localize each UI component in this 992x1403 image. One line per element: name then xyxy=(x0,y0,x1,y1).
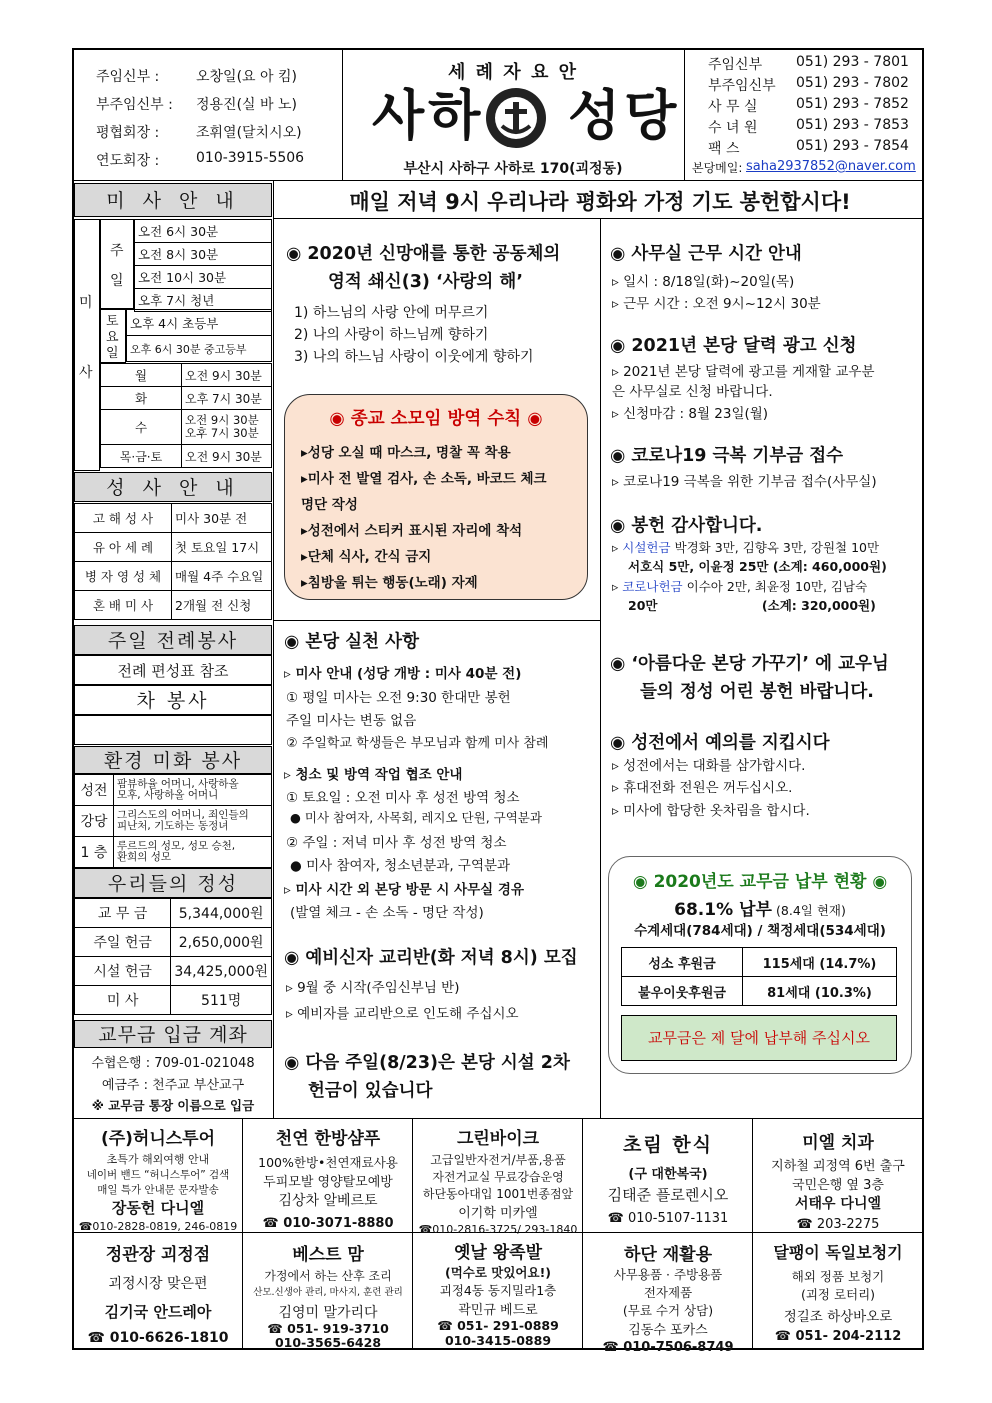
offering-name: 주일 헌금 xyxy=(75,928,171,957)
ad-name: 김동수 포카스 xyxy=(628,1323,708,1338)
thanks-label: 코로나헌금 xyxy=(622,579,683,594)
practice-line: ② 주일 : 저녁 미사 후 성전 방역 청소 xyxy=(286,835,507,851)
ad-card xyxy=(74,1124,242,1233)
phone-number: 051) 293 - 7801 xyxy=(796,54,909,70)
banner-divider xyxy=(274,218,924,219)
env-groups: 팜뷰하율 어머니, 사랑하올 모후, 사랑하올 어머니 xyxy=(114,775,272,806)
sidebar-divider xyxy=(273,180,274,1118)
phone-label: 팩 스 xyxy=(708,141,740,157)
etiquette-line: ▹ 미사에 합당한 옷차림을 합시다. xyxy=(612,803,810,819)
saturday-label: 요 xyxy=(106,330,119,345)
ad-line: 고급일반자전거/부품,용품 xyxy=(430,1153,566,1167)
practice-line: ▹ 청소 및 방역 작업 협조 안내 xyxy=(284,767,463,783)
column-divider xyxy=(600,218,601,1118)
next-sunday-title: 헌금이 있습니다 xyxy=(308,1081,433,1101)
ad-phone: ☎ 010-5107-1131 xyxy=(607,1211,729,1226)
sunday-label: 일 xyxy=(110,273,124,289)
sacrament-name: 고 해 성 사 xyxy=(75,504,172,533)
banner: 매일 저녁 9시 우리나라 평화와 가정 기도 봉헌합시다! xyxy=(349,190,851,214)
dues-row-name: 성소 후원금 xyxy=(622,948,743,977)
office-title: ◉ 사무실 근무 시간 안내 xyxy=(610,244,802,264)
weekday-time: 오전 9시 30분 xyxy=(182,364,272,387)
ad-phone: ☎010-2816-3725/ 293-1840 xyxy=(418,1223,578,1236)
phone-number: 051) 293 - 7854 xyxy=(796,138,909,154)
thanks-line: ▹ 코로나헌금 이수아 2만, 최윤정 10만, 김남숙 xyxy=(612,579,868,594)
etiquette-line: ▹ 성전에서는 대화를 삼가합시다. xyxy=(612,758,806,774)
ad-name: 김상차 알베르토 xyxy=(278,1193,378,1209)
ad-title: 베스트 맘 xyxy=(292,1245,364,1265)
staff-name: 010-3915-5506 xyxy=(196,150,305,166)
sunday-mass-time: 오전 10시 30분 xyxy=(135,266,272,289)
ad-line: 초특가 해외여행 안내 xyxy=(106,1153,210,1166)
ads-vline xyxy=(752,1118,753,1350)
ad-line: (먹수로 맛있어요!) xyxy=(444,1265,551,1280)
sunday-label: 주 xyxy=(110,243,124,259)
ad-name: 장동헌 다니엘 xyxy=(111,1199,205,1217)
staff-name: 정용진(실 바 노) xyxy=(196,97,297,113)
thanks-title: ◉ 봉헌 감사합니다. xyxy=(610,516,763,536)
ad-title: (주)허니스투어 xyxy=(100,1129,216,1149)
ad-line: 하단동아대입 1001번종점앞 xyxy=(422,1187,574,1201)
env-place: 강당 xyxy=(75,806,114,837)
ad-line: 국민은행 옆 3층 xyxy=(792,1178,884,1193)
sacrament-value: 매월 4주 수요일 xyxy=(172,562,272,591)
offering-value: 5,344,000원 xyxy=(171,899,272,928)
middle-divider xyxy=(274,620,600,621)
calendar-line: 은 사무실로 신청 바랍니다. xyxy=(612,384,773,400)
ad-card xyxy=(414,1238,582,1348)
offering-title: 우리들의 정성 xyxy=(74,868,272,898)
ad-line: 가정에서 하는 산후 조리 xyxy=(264,1269,392,1283)
calendar-title: ◉ 2021년 본당 달력 광고 신청 xyxy=(610,336,857,356)
practice-line: ▹ 미사 시간 외 본당 방문 시 사무실 경유 xyxy=(284,882,524,898)
ad-title: 달팽이 독일보청기 xyxy=(773,1243,903,1262)
header-divider xyxy=(72,180,924,181)
church-name-right: 성당 xyxy=(568,84,681,147)
ad-name: 김태준 플로렌시오 xyxy=(607,1186,729,1204)
phone-label: 수 녀 원 xyxy=(708,120,758,136)
sacrament-value: 2개월 전 신청 xyxy=(172,591,272,620)
tea-empty xyxy=(74,715,272,745)
ad-card xyxy=(754,1128,922,1232)
covid-rule: ▸성당 오실 때 마스크, 명찰 꼭 착용 xyxy=(301,445,511,461)
tea-title: 차 봉사 xyxy=(74,685,272,715)
mass-label: 사 xyxy=(79,365,93,381)
ad-card xyxy=(244,1124,412,1231)
saturday-mass-time: 오후 4시 초등부 xyxy=(127,310,272,336)
thanks-line: ▹ 시설헌금 박경화 3만, 김향옥 3만, 강원철 10만 xyxy=(612,540,880,555)
ad-name: 김영미 말가리다 xyxy=(278,1305,378,1321)
renewal-item: 2) 나의 사랑이 하느님께 향하기 xyxy=(294,327,489,343)
office-line: ▹ 일시 : 8/18일(화)~20일(목) xyxy=(612,274,795,290)
ad-title: 하단 재활용 xyxy=(623,1245,713,1265)
sacrament-value: 첫 토요일 17시 xyxy=(172,533,272,562)
beautiful-title: 들의 정성 어린 봉헌 바랍니다. xyxy=(640,682,874,702)
weekday: 수 xyxy=(101,410,182,445)
renewal-title: ◉ 2020년 신망애를 통한 공동체의 xyxy=(286,244,561,264)
ad-card xyxy=(74,1240,242,1346)
ad-title: 천연 한방샴푸 xyxy=(275,1129,381,1149)
saturday-label: 토 xyxy=(106,314,119,329)
office-line: ▹ 근무 시간 : 오전 9시~12시 30분 xyxy=(612,296,821,312)
saturday-label: 일 xyxy=(106,346,119,361)
ads-vline xyxy=(582,1118,583,1350)
account-title: 교무금 입금 계좌 xyxy=(74,1020,272,1048)
ad-phone: ☎ 010-6626-1810 xyxy=(87,1330,229,1346)
ad-card xyxy=(754,1240,922,1344)
ad-card xyxy=(414,1124,582,1236)
ad-name: 김기국 안드레아 xyxy=(104,1303,212,1321)
ad-phone: ☎ 010-7506-8749 xyxy=(602,1340,734,1355)
offering-value: 34,425,000원 xyxy=(171,957,272,986)
covid-rule: ▸침방울 튀는 행동(노래) 자제 xyxy=(301,575,478,591)
weekday: 화 xyxy=(101,387,182,410)
staff-role: 연도회장 : xyxy=(96,153,160,169)
staff-name: 조휘열(달치시오) xyxy=(196,125,302,141)
account-line: 수협은행 : 709-01-021048 xyxy=(91,1056,255,1071)
staff-role: 평협회장 : xyxy=(96,125,160,141)
sacrament-table xyxy=(74,503,272,620)
staff-name: 오창일(요 아 킴) xyxy=(196,69,297,85)
covid-rule: ▸성전에서 스티커 표시된 자리에 착석 xyxy=(301,523,523,539)
liturgy-title: 주일 전례봉사 xyxy=(74,625,272,655)
offering-name: 미 사 xyxy=(75,986,171,1015)
dues-row-name: 불우이웃후원금 xyxy=(622,977,743,1006)
offering-name: 교 무 금 xyxy=(75,899,171,928)
dues-row-value: 115세대 (14.7%) xyxy=(743,948,897,977)
ad-line: 네이버 밴드 “허니스투어” 검색 xyxy=(86,1169,230,1181)
ad-title: 초림 한식 xyxy=(622,1134,714,1156)
ad-line: 두피모발 영양탈모예방 xyxy=(263,1175,393,1190)
covid-rule: ▸미사 전 발열 검사, 손 소독, 바코드 체크 xyxy=(301,471,547,487)
catechumen-title: ◉ 예비신자 교리반(화 저녁 8시) 모집 xyxy=(284,948,578,968)
practice-line: ● 미사 참여자, 사목회, 레지오 단원, 구역분과 xyxy=(290,810,542,825)
calendar-line: ▹ 신청마감 : 8월 23일(월) xyxy=(612,406,769,422)
practice-line: ● 미사 참여자, 청소년분과, 구역분과 xyxy=(290,858,511,874)
sacrament-name: 유 아 세 례 xyxy=(75,533,172,562)
thanks-text: 이수아 2만, 최윤정 10만, 김남숙 xyxy=(682,579,868,594)
practice-line: (발열 체크 - 손 소독 - 명단 작성) xyxy=(290,905,484,921)
ad-name: 곽민규 베드로 xyxy=(458,1303,538,1318)
calendar-line: ▹ 2021년 본당 달력에 광고를 게재할 교우분 xyxy=(612,364,875,380)
weekday-time: 오전 9시 30분 오후 7시 30분 xyxy=(182,410,272,445)
ad-title: 정관장 괴정점 xyxy=(105,1245,211,1265)
ad-line: (무료 수거 상담) xyxy=(622,1303,714,1318)
dues-notice: 교무금은 제 달에 납부해 주십시오 xyxy=(621,1015,897,1061)
dues-rate: 68.1% 납부 xyxy=(674,900,772,920)
practice-title: ◉ 본당 실천 사항 xyxy=(284,632,419,652)
ad-line: (구 대한복국) xyxy=(628,1167,708,1182)
ad-line: 해외 정품 보청기 xyxy=(791,1269,885,1284)
offering-name: 시설 헌금 xyxy=(75,957,171,986)
sunday-mass-time: 오후 7시 청년 xyxy=(135,289,272,312)
dues-title: ◉ 2020년도 교무금 납부 현황 ◉ xyxy=(632,872,888,892)
ads-vline xyxy=(412,1118,413,1350)
dues-date: (8.4일 현재) xyxy=(776,903,846,918)
ad-line: 괴정4동 동지밀라1층 xyxy=(439,1283,557,1298)
weekday: 목·금·토 xyxy=(101,445,182,468)
ad-card xyxy=(584,1130,752,1226)
sacrament-name: 병 자 영 성 체 xyxy=(75,562,172,591)
sacrament-name: 혼 배 미 사 xyxy=(75,591,172,620)
ad-line: 사무용품 · 주방용품 xyxy=(613,1267,723,1282)
catechumen-line: ▹ 9월 중 시작(주임신부님 반) xyxy=(286,980,460,996)
thanks-label: 시설헌금 xyxy=(622,540,671,555)
sacrament-value: 미사 30분 전 xyxy=(172,504,272,533)
church-logo xyxy=(484,86,548,150)
covid-rule: ▸단체 식사, 간식 금지 xyxy=(301,549,432,565)
ad-title: 옛날 왕족발 xyxy=(453,1243,543,1263)
church-address: 부산시 사하구 사하로 170(괴정동) xyxy=(403,161,623,177)
ad-phone: ☎ 051- 919-3710 010-3565-6428 xyxy=(267,1321,389,1350)
ad-name: 서태우 다니엘 xyxy=(794,1196,882,1212)
etiquette-title: ◉ 성전에서 예의를 지킵시다 xyxy=(610,733,830,753)
sunday-mass-time: 오전 8시 30분 xyxy=(135,243,272,266)
ad-line: 지하철 괴정역 6번 출구 xyxy=(771,1159,905,1174)
patron-saint: 세 례 자 요 안 xyxy=(447,62,578,83)
ad-phone: ☎ 051- 204-2112 xyxy=(774,1329,902,1344)
ad-line: 전자제품 xyxy=(643,1285,693,1300)
ads-divider xyxy=(72,1118,924,1119)
weekday: 월 xyxy=(101,364,182,387)
ad-phone: ☎ 203-2275 xyxy=(796,1217,880,1232)
ad-line: 자전거교실 무료강습운영 xyxy=(432,1170,564,1184)
beautiful-title: ◉ ‘아름다운 본당 가꾸기’ 에 교우님 xyxy=(610,654,889,674)
phone-label: 사 무 실 xyxy=(708,99,758,115)
email-link[interactable]: saha2937852@naver.com xyxy=(746,159,916,174)
renewal-title: 영적 쇄신(3) ‘사랑의 해’ xyxy=(328,272,523,292)
thanks-text: 서호식 5만, 이윤정 25만 (소계: 460,000원) xyxy=(628,559,887,574)
thanks-text: 20만 (소계: 320,000원) xyxy=(628,598,876,613)
church-name-left: 사하 xyxy=(372,84,485,147)
env-groups: 루르드의 성모, 성모 승천, 환희의 성모 xyxy=(114,837,272,868)
ad-line: 100%한방•천연재료사용 xyxy=(258,1155,398,1170)
staff-role: 부주임신부 : xyxy=(96,97,173,113)
dues-households: 수계세대(784세대) / 책정세대(534세대) xyxy=(634,923,886,939)
ad-name: 이기학 미카엘 xyxy=(458,1206,538,1221)
ad-line: 산모.신생아 관리, 마사지, 훈련 관리 xyxy=(253,1287,403,1298)
etiquette-line: ▹ 휴대전화 전원은 꺼두십시오. xyxy=(612,780,793,796)
thanks-text: 박경화 3만, 김향옥 3만, 강원철 10만 xyxy=(670,540,880,555)
ad-line: (괴정 로터리) xyxy=(800,1287,876,1302)
phone-number: 051) 293 - 7802 xyxy=(796,75,909,91)
account-note: ※ 교무금 통장 이름으로 입금 xyxy=(91,1098,255,1113)
covid-rules-title: ◉ 종교 소모임 방역 수칙 ◉ xyxy=(329,409,543,429)
ad-line: 괴정시장 맞은편 xyxy=(108,1276,208,1292)
practice-line: ② 주일학교 학생들은 부모님과 함께 미사 참례 xyxy=(286,736,549,751)
sacrament-title: 성 사 안 내 xyxy=(74,472,272,502)
practice-line: ① 평일 미사는 오전 9:30 한대만 봉헌 xyxy=(286,690,511,706)
weekday-time: 오후 7시 30분 xyxy=(182,387,272,410)
ads-vline xyxy=(242,1118,243,1350)
dues-row-value: 81세대 (10.3%) xyxy=(743,977,897,1006)
phone-label: 부주임신부 xyxy=(708,78,776,94)
phone-number: 051) 293 - 7852 xyxy=(796,96,909,112)
ad-line: 매일 특가 안내문 문자발송 xyxy=(97,1184,219,1196)
ad-phone: ☎ 010-3071-8880 xyxy=(262,1216,394,1231)
env-place: 1 층 xyxy=(75,837,114,868)
donation-title: ◉ 코로나19 극복 기부금 접수 xyxy=(610,446,844,466)
dues-box xyxy=(608,856,912,1074)
env-groups: 그리스도의 어머니, 죄인들의 피난처, 기도하는 동정녀 xyxy=(114,806,272,837)
ad-name: 정길조 하상바오로 xyxy=(783,1309,893,1325)
donation-line: ▹ 코로나19 극복을 위한 기부금 접수(사무실) xyxy=(612,474,877,490)
ad-phone: ☎ 051- 291-0889 010-3415-0889 xyxy=(437,1318,559,1348)
env-title: 환경 미화 봉사 xyxy=(74,746,272,774)
covid-rules-box xyxy=(284,394,588,600)
dues-rate-line xyxy=(609,895,911,920)
ad-card xyxy=(244,1240,412,1350)
practice-line: ▹ 미사 안내 (성당 개방 : 미사 40분 전) xyxy=(284,666,522,682)
account-line: 예금주 : 천주교 부산교구 xyxy=(101,1078,245,1093)
renewal-item: 1) 하느님의 사랑 안에 머무르기 xyxy=(294,305,489,321)
practice-line: ① 토요일 : 오전 미사 후 성전 방역 청소 xyxy=(286,790,520,806)
phone-number: 051) 293 - 7853 xyxy=(796,117,909,133)
practice-line: 주일 미사는 변동 없음 xyxy=(286,713,417,729)
covid-rule: 명단 작성 xyxy=(301,497,358,513)
mass-label-cell xyxy=(74,219,100,471)
offering-value: 511명 xyxy=(171,986,272,1015)
staff-role: 주임신부 : xyxy=(96,69,160,85)
mass-guide-title: 미 사 안 내 xyxy=(74,183,272,217)
saturday-mass-time: 오후 6시 30분 중고등부 xyxy=(127,336,272,362)
offering-value: 2,650,000원 xyxy=(171,928,272,957)
weekday-time: 오전 9시 30분 xyxy=(182,445,272,468)
ad-title: 미엘 치과 xyxy=(802,1133,874,1153)
renewal-item: 3) 나의 하느님 사랑이 이웃에게 향하기 xyxy=(294,349,534,365)
ad-phone: ☎010-2828-0819, 246-0819 xyxy=(78,1220,238,1233)
catechumen-line: ▹ 예비자를 교리반으로 인도해 주십시오 xyxy=(286,1006,519,1022)
mass-label: 미 xyxy=(79,295,93,311)
sunday-label-cell xyxy=(100,219,134,309)
ad-card xyxy=(584,1240,752,1355)
email-label: 본당메일: xyxy=(692,161,743,175)
ad-title: 그린바이크 xyxy=(456,1129,540,1149)
header-vline-right xyxy=(684,48,685,181)
next-sunday-title: ◉ 다음 주일(8/23)은 본당 시설 2차 xyxy=(284,1053,570,1073)
env-place: 성전 xyxy=(75,775,114,806)
sunday-mass-time: 오전 6시 30분 xyxy=(135,220,272,243)
phone-label: 주임신부 xyxy=(708,57,763,73)
liturgy-text: 전례 편성표 참조 xyxy=(74,655,272,685)
